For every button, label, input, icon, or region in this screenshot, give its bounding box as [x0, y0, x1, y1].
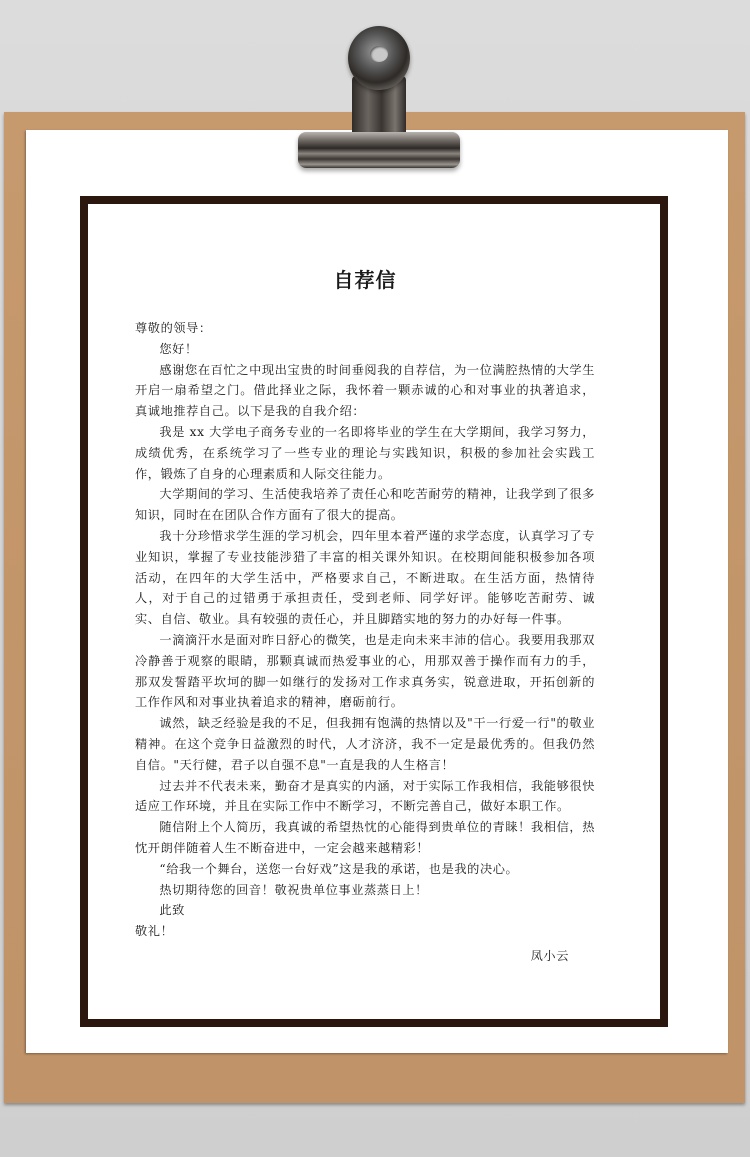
greeting: 您好！ — [159, 341, 198, 356]
salutation: 尊敬的领导： — [135, 321, 212, 335]
paragraph-university-life: 大学期间的学习、生活使我培养了责任心和吃苦耐劳的精神，让我学到了很多知识，同时在在团队合作方面有了很大的提高。 — [135, 487, 595, 523]
paragraph-future: 过去并不代表未来，勤奋才是真实的内涵，对于实际工作我相信，我能够很快适应工作环境，并且在实际工作中不断学习，不断完善自己，做好本职工作。 — [135, 778, 595, 814]
clip-jaw — [298, 132, 460, 168]
closing-cizhi: 此致 — [159, 903, 185, 918]
paragraph-wishes: 热切期待您的回音！敬祝贵单位事业蒸蒸日上！ — [159, 882, 428, 897]
paragraph-resume: 随信附上个人简历，我真诚的希望热忱的心能得到贵单位的青睐！我相信，热忱开朗伴随着人生不断奋进中，一定会越来越精彩！ — [135, 820, 595, 855]
binder-clip-icon — [297, 24, 461, 170]
clip-hole — [370, 46, 388, 62]
signature: 凤小云 — [530, 948, 569, 963]
paragraph-study: 我十分珍惜求学生涯的学习机会，四年里本着严谨的求学态度，认真学习了专业知识，掌握了专业技能涉猎了丰富的相关课外知识。在校期间能积极参加各项活动，在四年的大学生活中，严格要求自己，不断进取。在生活方面，热情待人，对于自己的过错勇于承担责任，受到老师、同学好评。能够吃苦耐劳、诚实、自信、敬业。具有较强的责任心，并且脚踏实地的努力的办好每一件事。 — [135, 528, 595, 627]
paragraph-confidence: 诚然，缺乏经验是我的不足，但我拥有饱满的热情以及"干一行爱一行"的敬业精神。在这个竞争日益激烈的时代，人才济济，我不一定是最优秀的。但我仍然自信。"天行健，君子以自强不息"一直是我的人生格言！ — [135, 716, 595, 772]
paragraph-determination: 一滴滴汗水是面对昨日舒心的微笑，也是走向未来丰沛的信心。我要用我那双冷静善于观察的眼睛，那颗真诚而热爱事业的心，用那双善于操作而有力的手，那双发誓踏平坎坷的脚一如继行的发扬对工作求真务实，锐意进取，开拓创新的工作作风和对事业执着追求的精神，磨砺前行。 — [135, 632, 595, 710]
letter-body — [135, 262, 595, 967]
paragraph-background: 我是 xx 大学电子商务专业的一名即将毕业的学生在大学期间，我学习努力，成绩优秀，在系统学习了一些专业的理论与实践知识，积极的参加社会实践工作，锻炼了自身的心理素质和人际交往能力。 — [135, 424, 595, 481]
paragraph-promise: “给我一个舞台，送您一台好戏”这是我的承诺，也是我的决心。 — [159, 861, 519, 876]
paragraph-intro: 感谢您在百忙之中现出宝贵的时间垂阅我的自荐信，为一位满腔热情的大学生开启一扇希望之门。借此择业之际，我怀着一颗赤诚的心和对事业的执著追求，真诚地推荐自己。以下是我的自我介绍： — [135, 362, 595, 419]
document-title: 自荐信 — [333, 268, 397, 292]
closing-jingli: 敬礼！ — [135, 924, 174, 939]
